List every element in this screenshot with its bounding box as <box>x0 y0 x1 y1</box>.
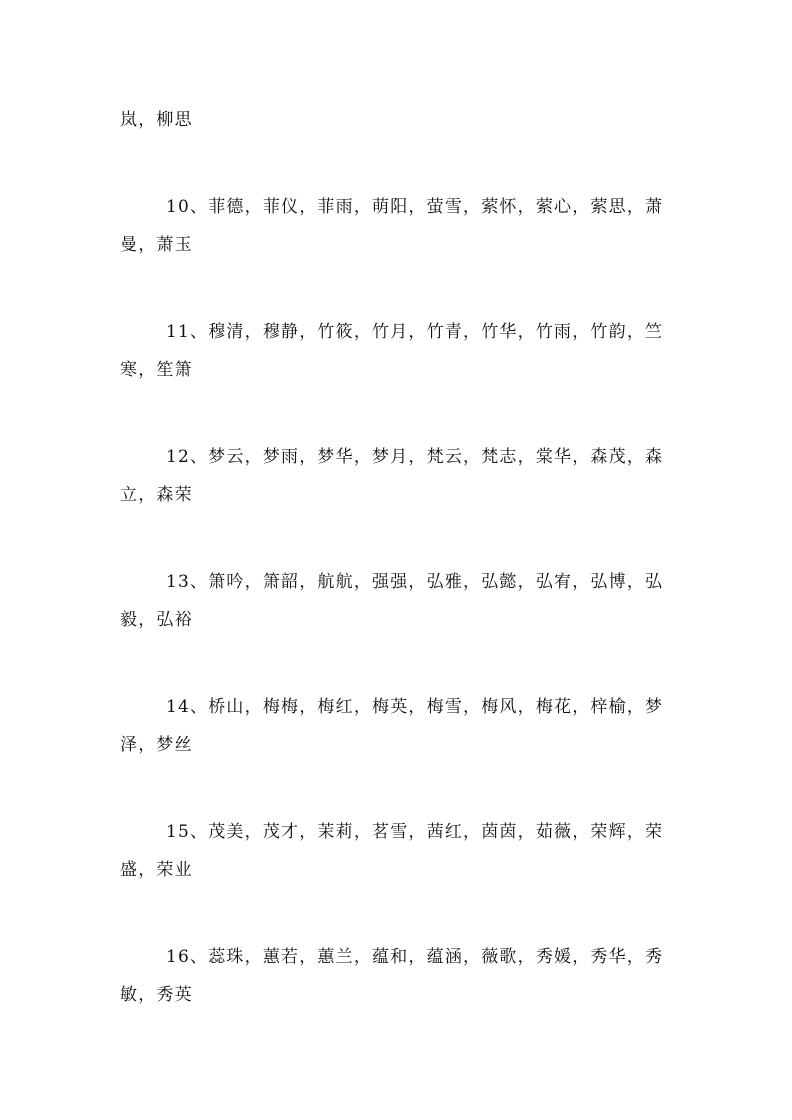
name-list-entry-13 <box>120 563 672 639</box>
name-list-entry-11 <box>120 313 672 389</box>
entry-line-1: 16、蕊珠，蕙若，蕙兰，蕴和，蕴涵，薇歌，秀媛，秀华，秀 <box>166 947 664 967</box>
entry-line-1: 15、茂美，茂才，茉莉，茗雪，茜红，茵茵，茹薇，荣辉，荣 <box>166 822 664 842</box>
entry-line-2: 立，森荣 <box>120 485 193 505</box>
name-list-entry-15 <box>120 813 672 889</box>
name-list-entry-10 <box>120 188 672 264</box>
document-body <box>120 101 672 1014</box>
name-list-entry-14 <box>120 688 672 764</box>
entry-line-1: 11、穆清，穆静，竹筱，竹月，竹青，竹华，竹雨，竹韵，竺 <box>166 322 664 342</box>
entry-line-1: 12、梦云，梦雨，梦华，梦月，梵云，梵志，棠华，森茂，森 <box>166 447 664 467</box>
name-list-entry-16 <box>120 938 672 1014</box>
continuation-line: 岚，柳思 <box>120 110 193 130</box>
entry-line-1: 14、桥山，梅梅，梅红，梅英，梅雪，梅风，梅花，梓榆，梦 <box>166 697 664 717</box>
entry-line-1: 13、箫吟，箫韶，航航，强强，弘雅，弘懿，弘宥，弘博，弘 <box>166 572 664 592</box>
name-list-entry-12 <box>120 438 672 514</box>
entry-line-2: 寒，笙箫 <box>120 360 193 380</box>
entry-line-1: 10、菲德，菲仪，菲雨，萌阳，萤雪，萦怀，萦心，萦思，萧 <box>166 197 664 217</box>
entry-line-2: 敏，秀英 <box>120 985 193 1005</box>
entry-line-2: 曼，萧玉 <box>120 235 193 255</box>
entry-line-2: 毅，弘裕 <box>120 610 193 630</box>
entry-line-2: 盛，荣业 <box>120 860 193 880</box>
entry-line-2: 泽，梦丝 <box>120 735 193 755</box>
